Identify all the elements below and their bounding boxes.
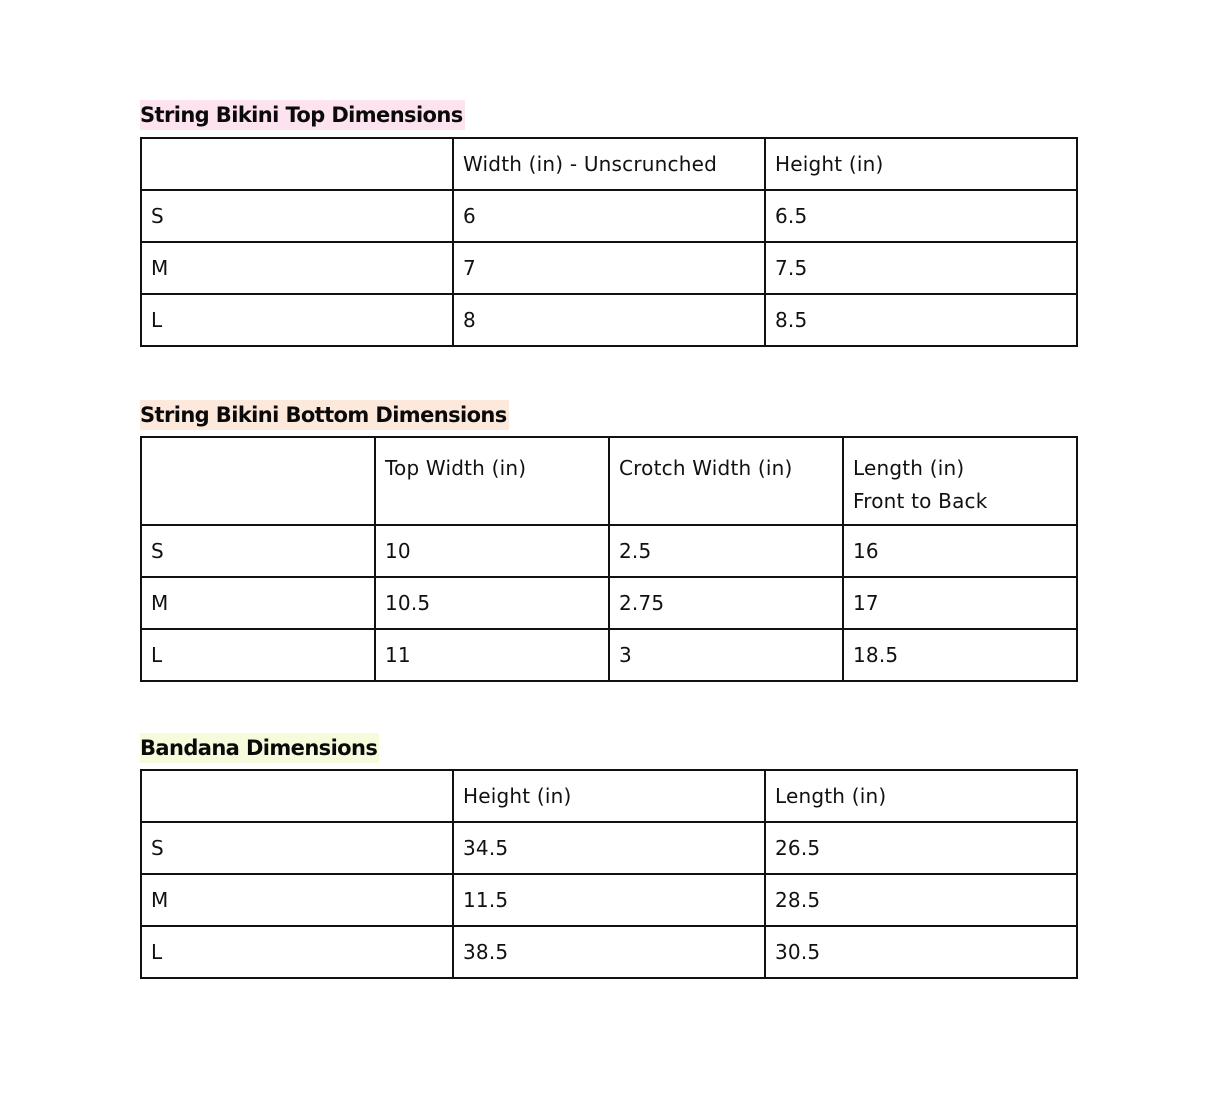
length-cell: 30.5 <box>765 926 1077 978</box>
length-cell: 16 <box>843 525 1077 577</box>
height-cell: 38.5 <box>453 926 765 978</box>
table-row <box>141 822 1077 874</box>
table-row <box>141 577 1077 629</box>
header-cell-size <box>141 437 375 525</box>
size-cell: L <box>141 629 375 681</box>
length-header-line1: Length (in) <box>853 456 965 480</box>
table-row <box>141 294 1077 346</box>
header-cell-height: Height (in) <box>765 138 1077 190</box>
top-section-title: String Bikini Top Dimensions <box>140 100 465 130</box>
width-cell: 6 <box>453 190 765 242</box>
table-header-row <box>141 770 1077 822</box>
crotch-width-cell: 2.75 <box>609 577 843 629</box>
size-cell: S <box>141 525 375 577</box>
top-dimensions-table <box>140 137 1078 347</box>
height-cell: 8.5 <box>765 294 1077 346</box>
table-row <box>141 190 1077 242</box>
size-cell: S <box>141 190 453 242</box>
size-cell: L <box>141 294 453 346</box>
height-cell: 34.5 <box>453 822 765 874</box>
crotch-width-cell: 3 <box>609 629 843 681</box>
bandana-section-title: Bandana Dimensions <box>140 733 379 763</box>
bottom-dimensions-table <box>140 436 1078 682</box>
width-cell: 7 <box>453 242 765 294</box>
table-row <box>141 242 1077 294</box>
table-row <box>141 874 1077 926</box>
length-cell: 28.5 <box>765 874 1077 926</box>
size-cell: M <box>141 874 453 926</box>
crotch-width-cell: 2.5 <box>609 525 843 577</box>
length-cell: 18.5 <box>843 629 1077 681</box>
header-cell-size <box>141 770 453 822</box>
size-cell: M <box>141 242 453 294</box>
width-cell: 8 <box>453 294 765 346</box>
table-header-row <box>141 138 1077 190</box>
table-row <box>141 629 1077 681</box>
height-cell: 7.5 <box>765 242 1077 294</box>
table-header-row <box>141 437 1077 525</box>
height-cell: 11.5 <box>453 874 765 926</box>
top-width-cell: 10 <box>375 525 609 577</box>
top-width-cell: 10.5 <box>375 577 609 629</box>
size-cell: L <box>141 926 453 978</box>
header-cell-crotch-width: Crotch Width (in) <box>609 437 843 525</box>
header-cell-height: Height (in) <box>453 770 765 822</box>
length-cell: 26.5 <box>765 822 1077 874</box>
header-cell-length: Length (in) <box>765 770 1077 822</box>
header-cell-width: Width (in) - Unscrunched <box>453 138 765 190</box>
size-cell: M <box>141 577 375 629</box>
table-row <box>141 525 1077 577</box>
bandana-dimensions-table <box>140 769 1078 979</box>
header-cell-length <box>843 437 1077 525</box>
length-header-line2: Front to Back <box>853 489 988 513</box>
header-cell-top-width: Top Width (in) <box>375 437 609 525</box>
bottom-section-title: String Bikini Bottom Dimensions <box>140 400 509 430</box>
size-cell: S <box>141 822 453 874</box>
top-width-cell: 11 <box>375 629 609 681</box>
table-row <box>141 926 1077 978</box>
height-cell: 6.5 <box>765 190 1077 242</box>
length-cell: 17 <box>843 577 1077 629</box>
header-cell-size <box>141 138 453 190</box>
